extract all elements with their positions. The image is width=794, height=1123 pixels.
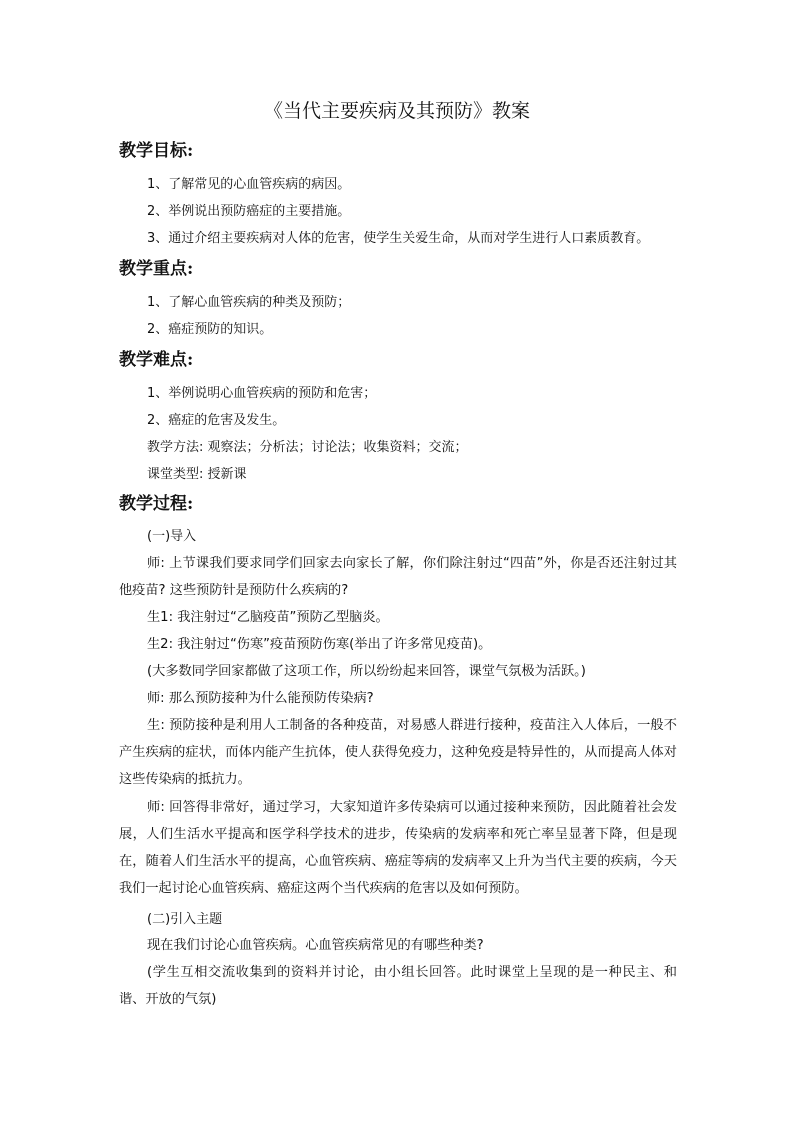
teaching-method: 教学方法: 观察法；分析法；讨论法；收集资料；交流； [147,440,468,455]
paragraph-student-answer: 生: 预防接种是利用人工制备的各种疫苗，对易感人群进行接种，疫苗注入人体后，一般不产生疾病的症状，而体内能产生抗体，使人获得免疫力，这种免疫是特异性的，从而提高人体对这些传染病的抵抗力。 [119,718,677,787]
paragraph-teacher-intro: 师: 上节课我们要求同学们回家去向家长了解，你们除注射过“四苗”外，你是否还注射过其他疫苗? 这些预防针是预防什么疾病的? [119,556,677,598]
key-point-item-1: 1、了解心血管疾病的种类及预防； [147,295,351,310]
objective-item-2: 2、举例说出预防癌症的主要措施。 [147,204,351,219]
paragraph-topic-question: 现在我们讨论心血管疾病。心血管疾病常见的有哪些种类? [147,938,484,953]
class-type: 课堂类型: 授新课 [147,467,247,482]
paragraph-teacher-summary: 师: 回答得非常好，通过学习，大家知道许多传染病可以通过接种来预防，因此随着社会发展，人们生活水平提高和医学科学技术的进步，传染病的发病率和死亡率呈显著下降，但是现在，随着人们生活水平的提高，心血管疾病、癌症等病的发病率又上升为当代主要的疾病，今天我们一起讨论心血管疾病、癌症这两个当代疾病的危害以及如何预防。 [119,800,677,896]
objective-item-1: 1、了解常见的心血管疾病的病因。 [147,177,351,192]
document-title: 《当代主要疾病及其预防》教案 [263,100,530,122]
paragraph-student2: 生2: 我注射过“伤寒”疫苗预防伤寒(举出了许多常见疫苗)。 [147,637,492,652]
part1-title: (一)导入 [147,529,197,544]
paragraph-student1: 生1: 我注射过“乙脑疫苗”预防乙型脑炎。 [147,610,389,625]
paragraph-teacher-question: 师: 那么预防接种为什么能预防传染病? [147,691,374,706]
objective-item-3: 3、通过介绍主要疾病对人体的危害，使学生关爱生命，从而对学生进行人口素质教育。 [147,231,650,246]
difficulties-heading: 教学难点: [119,350,194,370]
paragraph-class-note: (大多数同学回家都做了这项工作，所以纷纷起来回答，课堂气氛极为活跃。) [147,664,586,679]
paragraph-student-discussion: (学生互相交流收集到的资料并讨论，由小组长回答。此时课堂上呈现的是一种民主、和谐、开放的气氛) [119,965,677,1007]
key-point-item-2: 2、癌症预防的知识。 [147,322,273,337]
part2-title: (二)引入主题 [147,912,223,927]
process-heading: 教学过程: [119,494,194,514]
key-points-heading: 教学重点: [119,259,194,279]
difficulty-item-2: 2、癌症的危害及发生。 [147,413,286,428]
difficulty-item-1: 1、举例说明心血管疾病的预防和危害； [147,386,377,401]
objectives-heading: 教学目标: [119,141,194,161]
